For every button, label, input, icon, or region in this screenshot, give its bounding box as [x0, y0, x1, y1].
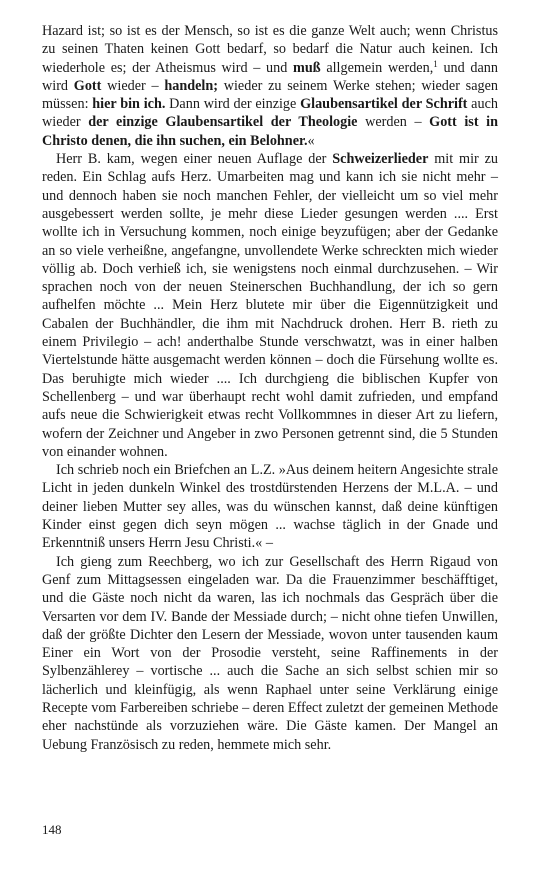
- paragraph-4: Ich gieng zum Reechberg, wo ich zur Gesellschaft des Herrn Rigaud von Genf zum Mittagsessen eingeladen war. Da die Frauenzimmer beschäfftiget, und die Gäste noch nicht da waren, las ich nochmals das Gespräch über die Versarten vor dem IV. Bande der Messiade durch; – nicht ohne tiefen Unwillen, daß der größte Dichter den Lesern der Messiade, wovon unter tausenden kaum Einer ein Wort von der Prosodie versteht, seine Raffinements in der Sylbenzählerey – vortische ... auch die Sache an sich selbst schien mir so lächerlich und kleinfügig, als wenn Raphael unter seine Verklärung einige Recepte vom Farbereiben schriebe – deren Effect zuletzt der gemeinen Methode eher nachstünde als vorzuziehen wäre. Die Gäste kamen. Der Mangel an Uebung Französisch zu reden, hemmete mich sehr.: [42, 553, 498, 753]
- bold-run: der einzige Glaubensartikel der Theologie: [88, 114, 358, 131]
- text-run: Herr B. kam, wegen einer neuen Auflage der: [56, 151, 333, 168]
- bold-run: muß: [293, 59, 321, 76]
- bold-run: Gott ist in Christo denen, die ihn suchen, ein Belohner.: [42, 114, 498, 149]
- bold-run: Schweizerlieder: [332, 151, 429, 168]
- paragraph-3: Ich schrieb noch ein Briefchen an L.Z. »Aus deinem heitern Angesichte strale Licht in jeden dunkeln Winkel des trostdürstenden Herzens der M.L.A. – und deiner lieben Mutter sey alles, was du wünschen kannst, daß deine künftigen Kinder einst gegen dich seyn mögen ... wachse täglich in der Gnade und Erkenntniß unsers Herrn Jesu Christi.« –: [42, 462, 498, 552]
- text-run: «: [307, 132, 315, 149]
- paragraph-1: [42, 22, 498, 150]
- text-run: auch wieder: [42, 96, 498, 131]
- text-run: allgemein werden,: [320, 59, 434, 76]
- bold-run: hier bin ich.: [92, 96, 166, 113]
- footnote-marker: 1: [433, 58, 438, 69]
- page-number: 148: [42, 822, 62, 837]
- text-run: mit mir zu reden. Ein Schlag aufs Herz. Umarbeiten mag und kann ich sie nicht mehr – und dennoch haben sie noch manchen Fehler, der vielleicht um so viel mehr ausgebessert werden sollte, je mehr diese Lieder gesungen werden .... Erst wollte ich in Versuchung kommen, noch einige beyzufügen; aber der Gedanke an so viele verheißne, angefangne, unvollendete Werke schreckten mich wieder völlig ab. Doch verhieß ich, sie wenigstens noch einmal durchzusehen. – Wir sprachen noch von der neuen Steinerschen Buchhandlung, der ich so gern aufhelfen möchte ... Mein Herz blutete mir über die Eigennützigkeit und Cabalen der Buchhändler, die ihm mit Nachdruck drohen. Herr B. rieth zu einem Privilegio – ach! anderthalbe Stunde verschwatzt, was in einer halben Viertelstunde hätte ausgemacht werden können – doch die Fürsehung wollte es. Das beruhigte mich wieder .... Ich durchgieng die biblischen Kupfer von Schellenberg – und war überhaupt recht wohl damit zufrieden, und empfand aufs neue die Schwierigkeit etwas recht Vollkommnes in dieser Art zu liefern, wofern der Zeichner und Angeber in zwo Personen getrennt sind, die 5 Stunden von einander wohnen.: [42, 151, 499, 460]
- bold-run: Glaubensartikel der Schrift: [300, 96, 468, 113]
- text-run: wieder –: [101, 77, 165, 94]
- text-run: Dann wird der einzige: [165, 96, 301, 113]
- paragraph-2: [42, 150, 498, 461]
- text-run: und dann wird: [42, 59, 498, 94]
- bold-run: Gott: [73, 77, 102, 94]
- text-run: Hazard ist; so ist es der Mensch, so ist es die ganze Welt auch; wenn Christus zu seinen Thaten keinen Gott bedarf, so bedarf die Natur auch keinen. Ich wiederhole es; der Atheismus wird – und: [42, 23, 498, 76]
- page-body: [42, 22, 498, 754]
- text-run: wieder zu seinem Werke stehen; wieder sagen müssen:: [42, 77, 498, 113]
- text-run: werden –: [357, 114, 430, 131]
- bold-run: handeln;: [164, 77, 218, 94]
